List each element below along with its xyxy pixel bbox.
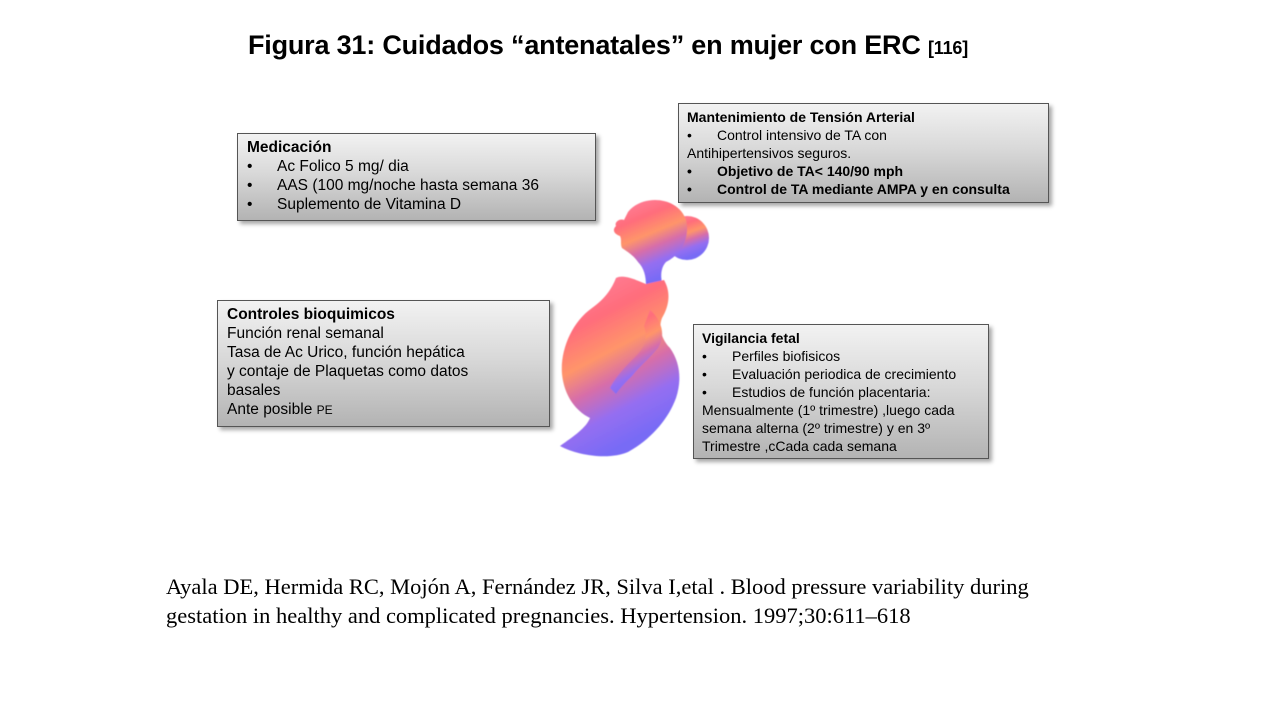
text-line: Trimestre ,cCada cada semana [702, 438, 897, 454]
text-line: y contaje de Plaquetas como datos [227, 363, 469, 380]
medicacion-heading: Medicación [247, 139, 332, 156]
list-item: • Control intensivo de TA con [687, 126, 1040, 144]
list-item: • Suplemento de Vitamina D [247, 195, 586, 214]
figure-reference: [116] [927, 38, 968, 58]
vigilancia-fetal-box [693, 324, 989, 459]
text-line: basales [227, 382, 281, 399]
text-line [227, 400, 540, 420]
text-line: Mensualmente (1º trimestre) ,luego cada [702, 402, 955, 418]
controles-bioquimicos-box [217, 300, 550, 427]
vigilancia-list [702, 347, 980, 401]
citation-line: Ayala DE, Hermida RC, Mojón A, Fernández JR, Silva I,etal . Blood pressure variability during [166, 574, 1029, 599]
list-item: • Ac Folico 5 mg/ dia [247, 157, 586, 176]
list-item: • Estudios de función placentaria: [702, 383, 980, 401]
citation [166, 572, 1126, 630]
tension-list-bold [687, 162, 1040, 198]
text-line: semana alterna (2º trimestre) y en 3º [702, 420, 931, 436]
list-item: • AAS (100 mg/noche hasta semana 36 [247, 176, 586, 195]
vigilancia-heading: Vigilancia fetal [702, 330, 800, 346]
medicacion-list [247, 157, 586, 214]
tension-heading: Mantenimiento de Tensión Arterial [687, 109, 915, 125]
tension-list [687, 126, 1040, 144]
controles-heading: Controles bioquimicos [227, 306, 395, 323]
list-item: • Perfiles biofisicos [702, 347, 980, 365]
pregnant-woman-silhouette-icon [550, 190, 720, 460]
pe-abbreviation: PE [316, 403, 333, 417]
list-item: • Evaluación periodica de crecimiento [702, 365, 980, 383]
text-line: Tasa de Ac Urico, función hepática [227, 344, 465, 361]
tension-arterial-box [678, 103, 1049, 203]
tension-item1-continuation: Antihipertensivos seguros. [687, 145, 852, 161]
text-line-prefix: Ante posible [227, 401, 317, 418]
medicacion-box [237, 133, 596, 221]
text-line: Función renal semanal [227, 325, 384, 342]
figure-title-text: Figura 31: Cuidados “antenatales” en mujer con ERC [248, 30, 921, 60]
list-item: • Objetivo de TA< 140/90 mph [687, 162, 1040, 180]
list-item: • Control de TA mediante AMPA y en consulta [687, 180, 1040, 198]
citation-line: gestation in healthy and complicated pregnancies. Hypertension. 1997;30:611–618 [166, 603, 911, 628]
figure-title [0, 30, 1216, 61]
